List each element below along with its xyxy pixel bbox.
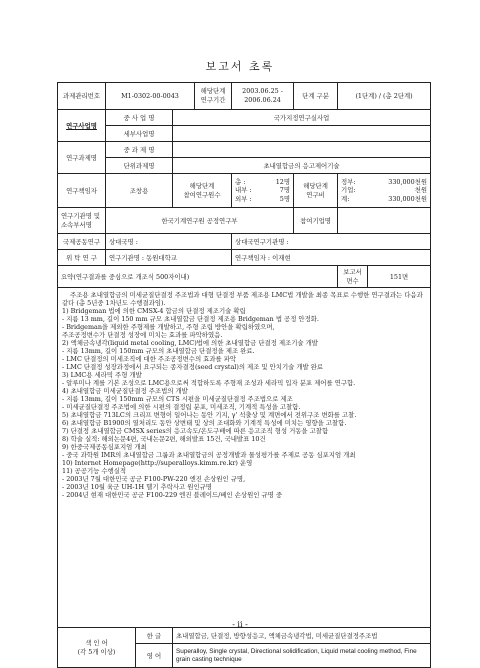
summary-line: 11) 공공기능 수행실적 xyxy=(62,467,127,475)
research-cost-label: 해당단계 연구비 xyxy=(294,174,338,208)
pages-label: 보고서 면수 xyxy=(338,266,368,288)
summary-line: 4) 초내열합금 미세균질단결정 주조법의 개발 xyxy=(62,387,188,395)
summary-line: - 미세균질단결정 주조법에 의한 시편의 결정립 분포, 미세조직, 기계적 특성을 고찰함. xyxy=(62,403,301,411)
summary-line: 10) Internet Homepage(http://superalloys.kimm.re.kr) 운영 xyxy=(62,459,253,467)
summary-line: - 지름 13mm, 길이 150mm 규모의 CTS 시편을 미세균질단결정 주조법으로 제조 xyxy=(62,395,293,403)
summary-line: 주조공정변수가 단결정 성장에 미치는 효과를 파악하였음. xyxy=(62,331,223,339)
participating-value xyxy=(338,208,431,234)
stage-value: (1단계) / (총 2단계) xyxy=(338,83,431,110)
keywords-ko: 초내열합금, 단결정, 방향성응고, 액체금속냉각법, 미세균질단결정주조법 xyxy=(173,628,431,644)
summary-line: 7) 단결정 초내열합금 CMSX series의 응고속도/온도구배에 따른 응고조직 형성 거동을 고찰함 xyxy=(62,427,329,435)
researcher-counts: 총 : 12명 내부 : 7명 외부 : 5명 xyxy=(232,174,294,208)
project-no: M1-0302-00-0043 xyxy=(106,83,195,110)
institution-value: 한국기계연구원 공정연구부 xyxy=(106,208,294,234)
unit-task-label: 단위과제명 xyxy=(106,158,173,174)
summary-heading: 요약(연구결과를 중심으로 개조식 500자이내) xyxy=(58,266,338,288)
keywords-label: 색 인 어 (각 5개 이상) xyxy=(58,628,136,668)
stage-label: 단계 구분 xyxy=(294,83,338,110)
researcher-label: 연구책임자 xyxy=(58,174,106,208)
detail-project-label: 세부사업명 xyxy=(106,126,173,142)
detail-project-value xyxy=(173,126,431,142)
summary-lines xyxy=(62,307,426,499)
intl-country: 상대국명 : xyxy=(106,234,232,250)
summary-line: - LMC 단결정의 미세조직에 대한 주조공정변수의 효과를 파악 xyxy=(62,355,237,363)
period-value: 2003.06.25 - 2006.06.24 xyxy=(232,83,294,110)
research-costs: 정부: 330,000천원 기업: 천원 계: 330,000천원 xyxy=(338,174,431,208)
project-no-label: 과제관리번호 xyxy=(58,83,106,110)
mid-task-label: 중 과 제 명 xyxy=(106,142,173,158)
report-abstract-table xyxy=(57,82,431,668)
keywords-en-label: 영 어 xyxy=(136,644,173,668)
intl-label: 국제공동연구 xyxy=(58,234,106,250)
summary-line: 1) Bridgeman 법에 의한 CMSX-4 합금의 단결정 제조기술 확립 xyxy=(62,307,246,315)
period-label: 해당단계 연구기간 xyxy=(195,83,232,110)
unit-task-value: 초내열합금의 응고제어기술 xyxy=(173,158,431,174)
delegated-label: 위 탁 연 구 xyxy=(58,250,106,266)
summary-line: 9) 한중국제공동심포지엄 개최 xyxy=(62,443,147,451)
task-label: 연구과제명 xyxy=(58,142,106,174)
summary-line: 2) 액체금속냉각(liquid metal cooling, LMC)법에 의한 초내열합금 단결정 제조기술 개발 xyxy=(62,339,318,347)
keywords-en: Superalloy, Single crystal, Directional solidification, Liquid metal cooling method, Fine grain casting technique xyxy=(173,644,431,668)
institution-label: 연구기관명 및 소속부서명 xyxy=(58,208,106,234)
summary-line: 8) 학술 실적: 해외논문4편, 국내논문2편, 해외발표 15건, 국내발표 10건 xyxy=(62,435,266,443)
sub-project-label: 중 사 업 명 xyxy=(106,110,173,126)
mid-task-value xyxy=(173,142,431,158)
header-row xyxy=(58,83,431,110)
summary-body xyxy=(58,288,431,628)
summary-line: - 중국 과학원 IMR의 초내열합금 그룹과 초내열합금의 공정개발과 물성평가를 주제로 공동 심포지엄 개최 xyxy=(62,451,356,459)
summary-line: - 2003년 7월 대한민국 공군 F100-PW-220 엔진 손상원인 규명, xyxy=(62,475,246,483)
summary-line: - LMC 단결정 성장과정에서 요구되는 종자결정(seed crystal)의 제조 및 안치기술 개발 완료 xyxy=(62,363,324,371)
summary-line: - 지름 13 mm, 길이 150 mm 규모 초내열합금 단결정 제조용 Bridgeman 법 공정 안정화. xyxy=(62,315,319,323)
summary-line: - 지름 13mm, 길이 150mm 규모의 초내열합금 단결정을 제조 완료. xyxy=(62,347,255,355)
summary-line: - 2004년 현재 대한민국 공군 F100-229 엔진 블레이드/베인 손상원인 규명 중 xyxy=(62,491,283,499)
summary-line: - 알루미나 계를 기본 조성으로 LMC용으로써 적합하도록 주형재 조성과 세라믹 입자 분포 제어를 연구함. xyxy=(62,379,356,387)
pages-value: 151면 xyxy=(368,266,431,288)
summary-line: 3) LMC용 세라믹 주형 개발 xyxy=(62,371,142,379)
summary-line: 6) 초내열합금 B1900의 열처리도 동안 상변태 및 상의 조대화와 기계적 특성에 미치는 영향을 고찰함. xyxy=(62,419,347,427)
delegated-institution: 연구기관명 : 동원대학교 xyxy=(106,250,232,266)
delegated-lead: 연구책임자 : 이재현 xyxy=(232,250,431,266)
keywords-ko-label: 한 글 xyxy=(136,628,173,644)
summary-line: - Bridgeman을 제외한 주형제를 개발하고, 주형 조립 방안을 확립하였으며, xyxy=(62,323,275,331)
page-number: - ii - xyxy=(232,620,248,629)
researcher-count-label: 해당단계 참여연구원수 xyxy=(173,174,232,208)
summary-line: - 2003년 10월 육군 UH-1H 헬기 추락사고 원인규명 xyxy=(62,483,212,491)
sub-project-value: 국가지정연구실사업 xyxy=(173,110,431,126)
summary-intro: 주조용 초내열합금의 미세균질단결정 주조법과 대형 단결정 부품 제조용 LMC법 개발을 최종 목표로 수행한 연구결과는 다음과 같다 (총 5년중 1차년도 수행결과임). xyxy=(62,291,423,307)
researcher-name: 조창용 xyxy=(106,174,173,208)
summary-line: 5) 초내열합금 713LC의 크리프 변형이 일어나는 동안 기지, γ' 석출상 및 계면에서 전위구조 변화를 고찰. xyxy=(62,411,357,419)
page-title: 보고서 초록 xyxy=(205,60,275,73)
intl-institution: 상대국연구기관명 : xyxy=(232,234,431,250)
participating-label: 참여기업명 xyxy=(294,208,338,234)
project-label: 연구사업명 xyxy=(58,110,106,142)
